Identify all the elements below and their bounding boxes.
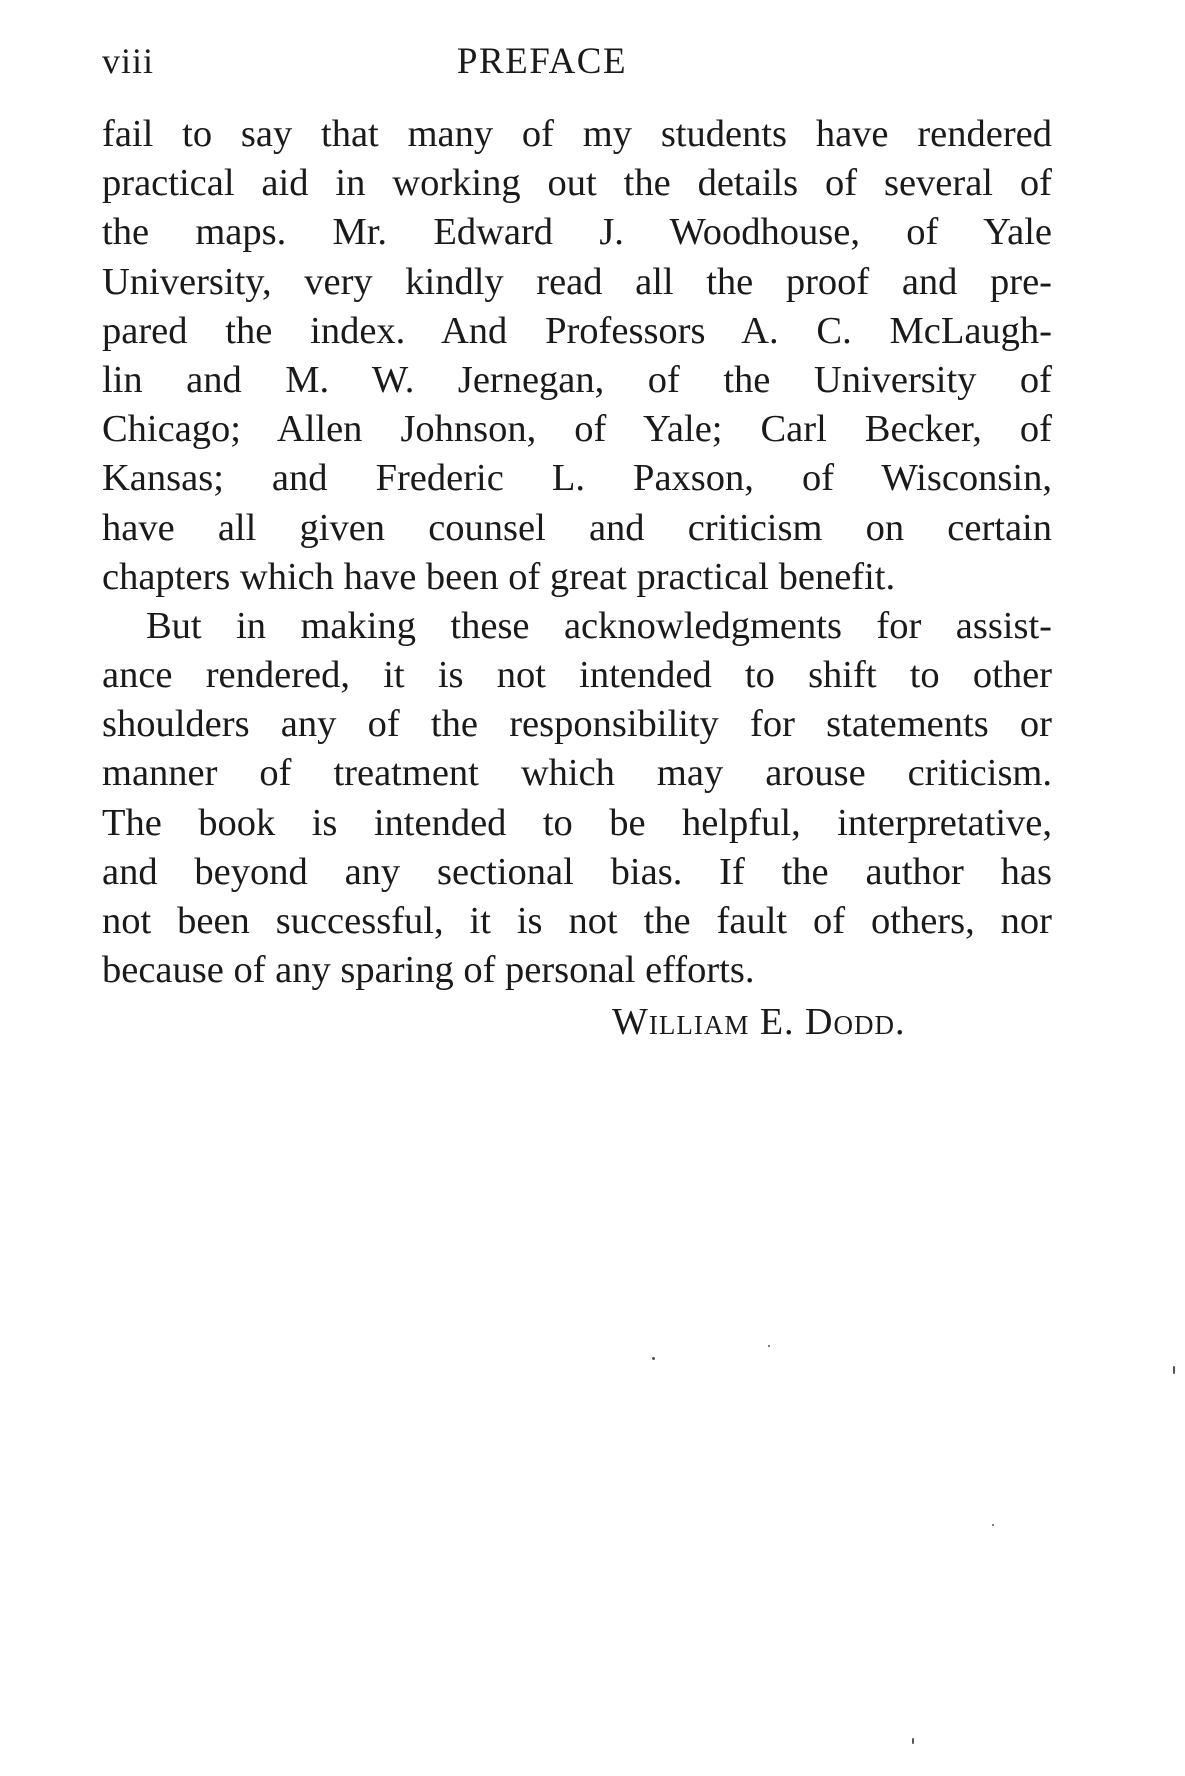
text-line: But in making these acknowledgments for assist- (146, 604, 1052, 647)
text-line: The book is intended to be helpful, interpretative, (102, 801, 1052, 844)
text-line: University, very kindly read all the proof and pre- (102, 260, 1052, 303)
page-header (102, 40, 1052, 90)
print-speck (1173, 1366, 1175, 1374)
text-line: and beyond any sectional bias. If the author has (102, 850, 1052, 893)
text-line: practical aid in working out the details of several of (102, 162, 1052, 205)
text-line: fail to say that many of my students have rendered (102, 113, 1052, 155)
print-speck (912, 1738, 914, 1744)
print-speck (652, 1357, 655, 1360)
text-line: the maps. Mr. Edward J. Woodhouse, of Yale (102, 211, 1052, 254)
print-speck (768, 1345, 770, 1347)
running-head: PREFACE (456, 41, 628, 82)
print-speck (992, 1524, 994, 1526)
text-line: Chicago; Allen Johnson, of Yale; Carl Becker, of (102, 408, 1052, 451)
text-line: manner of treatment which may arouse criticism. (102, 752, 1052, 795)
text-line: have all given counsel and criticism on certain (102, 506, 1052, 549)
text-line: not been successful, it is not the fault of others, nor (102, 900, 1052, 942)
text-line: chapters which have been of great practical benefit. (102, 555, 896, 598)
page-number: viii (102, 41, 155, 81)
text-line: pared the index. And Professors A. C. McLaugh- (102, 309, 1052, 352)
text-line: Kansas; and Frederic L. Paxson, of Wisconsin, (102, 457, 1052, 500)
text-line: ance rendered, it is not intended to shift to other (102, 654, 1052, 697)
author-signature: William E. Dodd. (612, 1001, 906, 1043)
text-line: lin and M. W. Jernegan, of the University of (102, 358, 1052, 401)
text-line: shoulders any of the responsibility for statements or (102, 703, 1052, 746)
text-line: because of any sparing of personal efforts. (102, 949, 755, 992)
preface-body (102, 110, 1052, 995)
